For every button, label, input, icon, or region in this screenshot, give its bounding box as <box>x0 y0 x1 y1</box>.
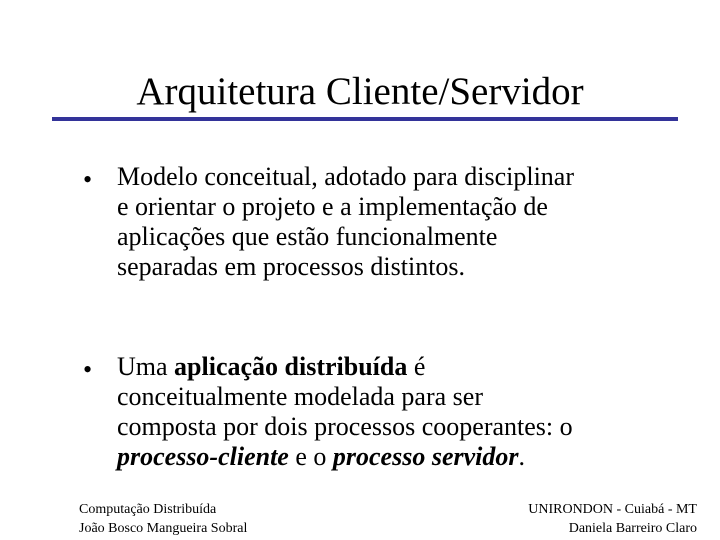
bullet-1-text <box>117 162 707 282</box>
bullet-2-line: conceitualmente modelada para ser <box>117 382 483 411</box>
text-run: Uma <box>117 352 175 381</box>
bullet-marker: • <box>83 165 93 194</box>
text-run: . <box>518 442 525 471</box>
bullet-2-line <box>117 352 707 382</box>
bold-italic-term: processo servidor <box>332 442 519 471</box>
footer-presenter: Daniela Barreiro Claro <box>568 521 697 536</box>
bullet-2-text <box>117 352 707 472</box>
bullet-1-line: aplicações que estão funcionalmente <box>117 222 498 251</box>
footer-left <box>79 500 247 538</box>
bold-italic-term: processo-cliente <box>117 442 289 471</box>
title-underline <box>52 117 678 121</box>
bullet-1-line: Modelo conceitual, adotado para disciplinar <box>117 162 575 191</box>
slide-title: Arquitetura Cliente/Servidor <box>136 70 584 113</box>
text-run: é <box>407 352 426 381</box>
bullet-1-line: separadas em processos distintos. <box>117 252 466 281</box>
text-run: e o <box>288 442 333 471</box>
footer-institution: UNIRONDON - Cuiabá - MT <box>528 502 697 517</box>
footer-author: João Bosco Mangueira Sobral <box>79 521 248 536</box>
bullet-1-line: e orientar o projeto e a implementação de <box>117 192 548 221</box>
bullet-2-line: composta por dois processos cooperantes: o <box>117 412 573 441</box>
footer-course: Computação Distribuída <box>79 502 217 517</box>
footer-right <box>528 500 697 538</box>
bullet-2-line <box>117 442 707 472</box>
bold-term: aplicação distribuída <box>174 352 408 381</box>
bullet-marker: • <box>83 355 93 384</box>
